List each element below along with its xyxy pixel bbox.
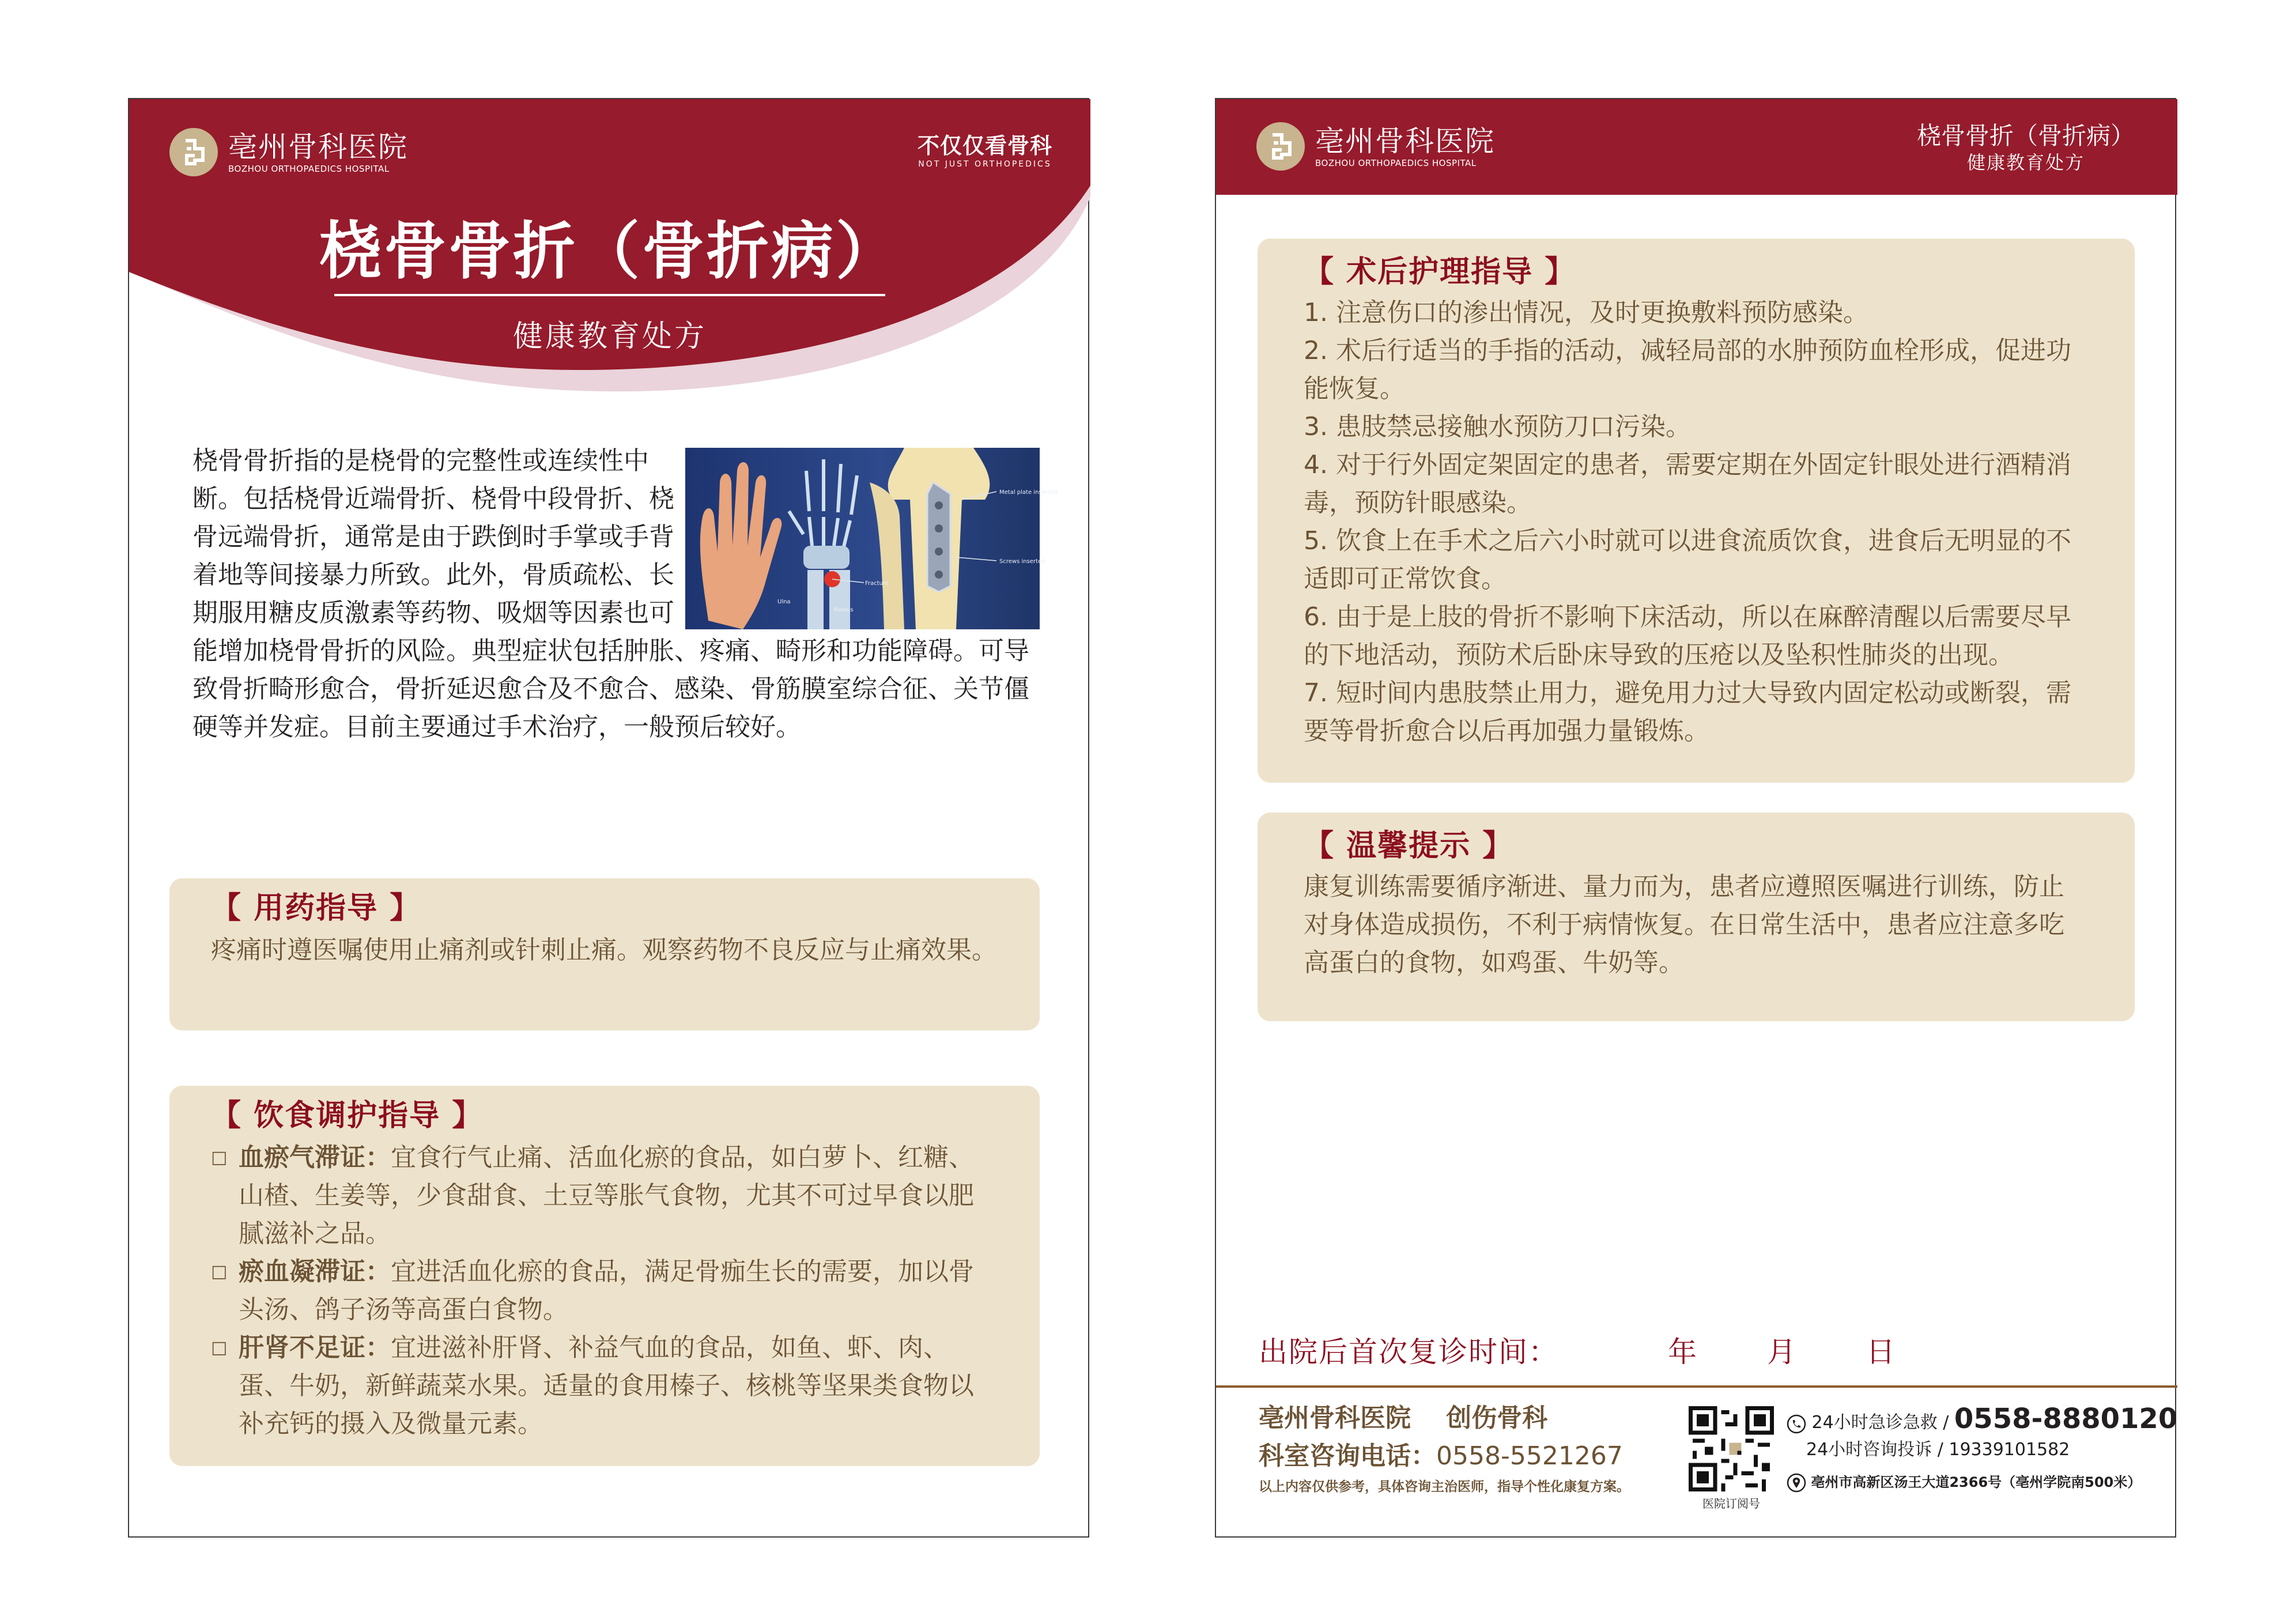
footer-divider — [1216, 1385, 2177, 1388]
title-underline — [334, 294, 885, 296]
emergency-label: 24小时急诊急救 / — [1811, 1412, 1954, 1433]
followup-date-line — [1259, 1334, 1896, 1370]
hospital-logo — [1256, 122, 1495, 171]
diet-item-label: 瘀血凝滞证： — [239, 1257, 391, 1286]
intro-lead: 桡骨骨折指的是桡骨的完整性或连续性中断。包括桡骨近端骨折、桡骨中段骨折、桡骨远端骨折，通常是由于跌倒时手掌或手背着地等间接暴力所致。此外，骨质疏松、长期服用糖皮质激素等 — [192, 446, 674, 628]
diet-item: □ 瘀血凝滞证：宜进活血化瘀的食品，满足骨痂生长的需要，加以骨头汤、鸽子汤等高蛋白食物。 — [211, 1257, 974, 1324]
complaint-contact: 24小时咨询投诉 / 19339101582 — [1806, 1440, 2070, 1460]
emergency-phone: 0558-8880120 — [1954, 1403, 2178, 1435]
diet-item-label: 肝肾不足证： — [239, 1333, 391, 1362]
diet-item-text: 宜食行气止痛、活血化瘀的食品，如白萝卜、红糖、山楂、生姜等，少食甜食、土豆等胀气食物，尤其不可过早食以肥腻滋补之品。 — [239, 1143, 974, 1248]
address-text: 亳州市高新区汤王大道2366号（亳州学院南500米） — [1811, 1474, 2142, 1490]
hospital-name-en: BOZHOU ORTHOPAEDICS HOSPITAL — [228, 164, 390, 174]
location-pin-icon — [1787, 1473, 1806, 1493]
tips-box — [1258, 813, 2135, 1021]
label-metal-plate: Metal plate inserted — [999, 489, 1058, 496]
emergency-contact — [1787, 1404, 2177, 1438]
slogan-cn: 不仅仅看骨科 — [917, 133, 1052, 158]
slogan-en: NOT JUST ORTHOPEDICS — [918, 160, 1052, 169]
diet-list — [211, 1139, 998, 1443]
followup-year: 年 — [1668, 1335, 1698, 1369]
postop-item: 6. 由于是上肢的骨折不影响下床活动，所以在麻醉清醒以后需要尽早的下地活动，预防术后卧床导致的压疮以及坠积性肺炎的出现。 — [1304, 602, 2071, 670]
postop-item: 1. 注意伤口的渗出情况，及时更换敷料预防感染。 — [1304, 298, 1868, 327]
followup-day: 日 — [1866, 1335, 1896, 1369]
hospital-name-en: BOZHOU ORTHOPAEDICS HOSPITAL — [1315, 158, 1477, 168]
phone-icon — [1787, 1414, 1806, 1433]
slogan — [918, 133, 1052, 169]
hospital-logo — [169, 128, 408, 176]
footer-phone-label: 科室咨询电话： — [1259, 1441, 1436, 1471]
diet-title: 【 饮食调护指导 】 — [211, 1098, 484, 1133]
followup-label: 出院后首次复诊时间： — [1259, 1335, 1558, 1369]
tips-title: 【 温馨提示 】 — [1304, 829, 1514, 863]
right-header — [1216, 99, 2177, 195]
page-subtitle: 健康教育处方 — [512, 319, 707, 354]
medication-body: 疼痛时遵医嘱使用止痛剂或针刺止痛。观察药物不良反应与止痛效果。 — [211, 935, 997, 965]
intro-rest: 药物、吸烟等因素也可能增加桡骨骨折的风险。典型症状包括肿胀、疼痛、畸形和功能障碍。可导致骨折畸形愈合，骨折延迟愈合及不愈合、感染、骨筋膜室综合征、关节僵硬等并发症。目前主要通过手术治疗，一般预后较好。 — [192, 598, 1029, 742]
diet-item-text: 宜进活血化瘀的食品，满足骨痂生长的需要，加以骨头汤、鸽子汤等高蛋白食物。 — [239, 1257, 974, 1324]
address-line — [1787, 1470, 2141, 1495]
diet-item: □ 肝肾不足证：宜进滋补肝肾、补益气血的食品，如鱼、虾、肉、蛋、牛奶，新鲜蔬菜水果。适量的食用榛子、核桃等坚果类食物以补充钙的摄入及微量元素。 — [211, 1333, 974, 1438]
ulna-bone — [870, 482, 904, 629]
footer-phone-number: 0558-5521267 — [1436, 1441, 1623, 1471]
wrist-fracture-illustration — [685, 448, 1058, 629]
label-fracture: Fracture — [865, 580, 889, 587]
medication-box — [169, 878, 1040, 1030]
postop-list — [1304, 294, 2089, 750]
hand-bones — [789, 459, 857, 547]
postop-title: 【 术后护理指导 】 — [1304, 255, 1576, 289]
hospital-name-cn: 亳州骨科医院 — [228, 130, 408, 164]
followup-month: 月 — [1767, 1335, 1797, 1369]
diet-item-label: 血瘀气滞证： — [239, 1143, 391, 1172]
left-header — [129, 99, 1090, 422]
postop-item: 3. 患肢禁忌接触水预防刀口污染。 — [1304, 412, 1691, 441]
postop-item: 4. 对于行外固定架固定的患者，需要定期在外固定针眼处进行酒精消毒，预防针眼感染。 — [1304, 450, 2071, 518]
label-radius: Radius — [834, 607, 854, 613]
footer-phone — [1259, 1441, 1623, 1472]
postop-item: 2. 术后行适当的手指的活动，减轻局部的水肿预防血栓形成，促进功能恢复。 — [1304, 336, 2071, 403]
header-tag-title: 桡骨骨折（骨折病） — [1916, 122, 2135, 150]
label-screws: Screws inserted — [999, 558, 1045, 565]
qr-code-label: 医院订阅号 — [1702, 1497, 1760, 1510]
diet-item-text: 宜进滋补肝肾、补益气血的食品，如鱼、虾、肉、蛋、牛奶，新鲜蔬菜水果。适量的食用榛子、核桃等坚果类食物以补充钙的摄入及微量元素。 — [239, 1333, 974, 1438]
qr-code — [1689, 1406, 1774, 1491]
diet-item: □ 血瘀气滞证：宜食行气止痛、活血化瘀的食品，如白萝卜、红糖、山楂、生姜等，少食甜食、土豆等胀气食物，尤其不可过早食以肥腻滋补之品。 — [211, 1143, 974, 1248]
postop-care-box — [1258, 239, 2135, 783]
page-title: 桡骨骨折（骨折病） — [319, 216, 900, 288]
postop-item: 7. 短时间内患肢禁止用力，避免用力过大导致内固定松动或断裂，需要等骨折愈合以后再加强力量锻炼。 — [1304, 678, 2071, 746]
tips-body: 康复训练需要循序渐进、量力而为，患者应遵照医嘱进行训练，防止对身体造成损伤，不利于病情恢复。在日常生活中，患者应注意多吃高蛋白的食物，如鸡蛋、牛奶等。 — [1304, 872, 2064, 977]
page-right — [1215, 98, 2176, 1538]
hospital-name-cn: 亳州骨科医院 — [1315, 124, 1495, 158]
page-left — [128, 98, 1089, 1538]
postop-item: 5. 饮食上在手术之后六小时就可以进食流质饮食，进食后无明显的不适即可正常饮食。 — [1304, 526, 2071, 594]
footer-department: 亳州骨科医院 创伤骨科 — [1259, 1403, 1548, 1433]
label-ulna: Ulna — [777, 599, 791, 605]
hospital-emblem-icon — [169, 128, 218, 176]
medication-title: 【 用药指导 】 — [211, 891, 421, 926]
hospital-emblem-icon — [1256, 122, 1305, 171]
header-tag-subtitle: 健康教育处方 — [1966, 152, 2085, 173]
diet-box — [169, 1086, 1040, 1466]
hand-drawing — [700, 462, 781, 629]
footer-disclaimer: 以上内容仅供参考，具体咨询主治医师，指导个性化康复方案。 — [1259, 1479, 1630, 1494]
header-tag — [1917, 121, 2135, 174]
